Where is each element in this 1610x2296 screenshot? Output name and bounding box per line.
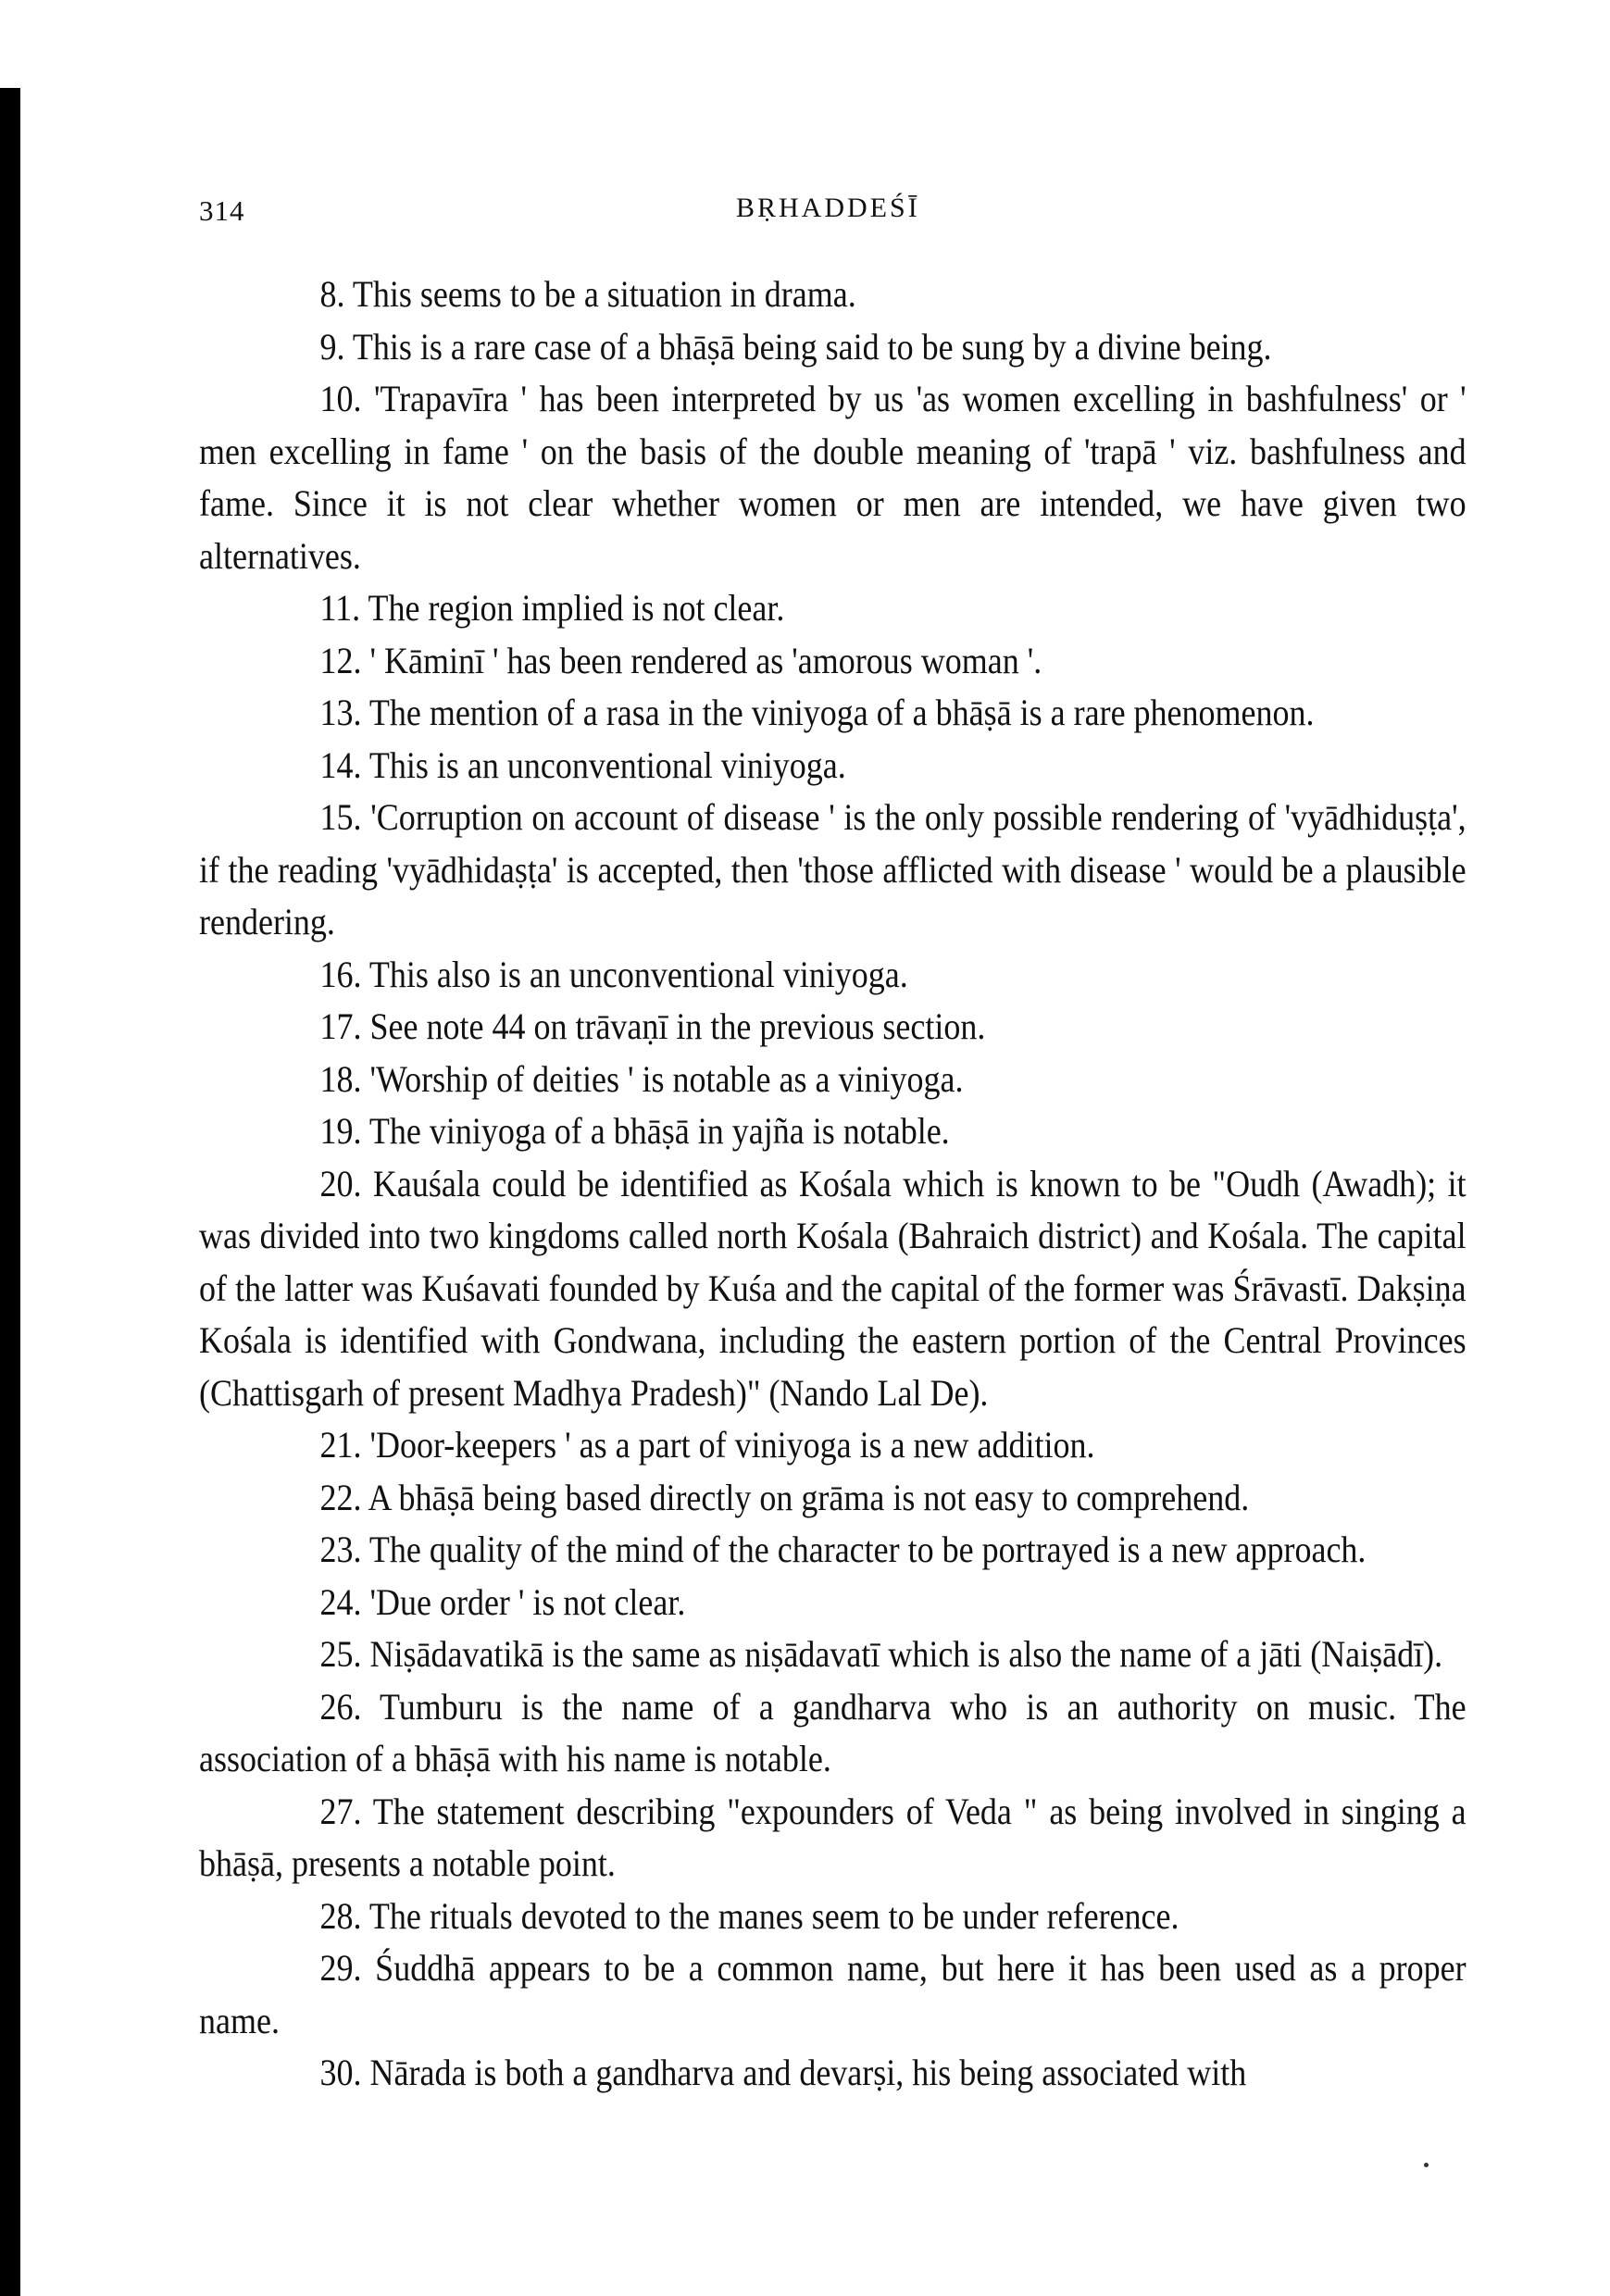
note-number: 16. <box>319 953 362 995</box>
endnote <box>199 1105 1466 1158</box>
endnote <box>199 1472 1466 1525</box>
note-text: Niṣādavatikā is the same as niṣādavatī which is also the name of a jāti (Naiṣādī). <box>369 1633 1443 1675</box>
endnote <box>199 1419 1466 1472</box>
note-text: 'Worship of deities ' is notable as a viniyoga. <box>369 1057 964 1100</box>
note-text: Tumburu is the name of a gandharva who is an authority on music. The association of a bhāṣā with his name is notable. <box>199 1685 1466 1779</box>
note-text: The rituals devoted to the manes seem to be under reference. <box>368 1894 1179 1937</box>
endnote <box>199 1628 1466 1681</box>
note-text: The region implied is not clear. <box>368 587 785 629</box>
note-text: 'Due order ' is not clear. <box>369 1580 686 1623</box>
note-text: A bhāṣā being based directly on grāma is not easy to comprehend. <box>368 1476 1250 1518</box>
endnote <box>199 635 1466 688</box>
endnote <box>199 321 1466 374</box>
scan-edge-bar <box>0 88 20 2296</box>
note-number: 15. <box>319 796 362 838</box>
endnote <box>199 2047 1466 2100</box>
note-text: 'Corruption on account of disease ' is the only possible rendering of 'vyādhiduṣṭa', if the reading 'vyādhidaṣṭa' is accepted, then 'those afflicted with disease ' would be a plausible rendering. <box>199 796 1466 942</box>
endnote <box>199 373 1466 582</box>
endnote <box>199 1054 1466 1106</box>
note-number: 26. <box>319 1685 362 1728</box>
endnotes-list <box>199 268 1467 2100</box>
note-number: 28. <box>319 1894 362 1937</box>
endnote <box>199 268 1466 321</box>
note-number: 8. <box>319 273 345 315</box>
endnote <box>199 1681 1466 1786</box>
note-text: 'Door-keepers ' as a part of viniyoga is a new addition. <box>369 1424 1095 1466</box>
page-number: 314 <box>199 194 245 227</box>
scan-dot <box>1424 2163 1429 2167</box>
note-number: 29. <box>319 1947 362 1989</box>
note-number: 12. <box>319 639 362 681</box>
note-number: 21. <box>319 1424 362 1466</box>
note-text: This is an unconventional viniyoga. <box>368 743 846 786</box>
endnote <box>199 1786 1466 1890</box>
note-text: This also is an unconventional viniyoga. <box>368 953 908 995</box>
endnote <box>199 687 1466 740</box>
endnote <box>199 1577 1466 1629</box>
note-number: 13. <box>319 692 362 733</box>
note-text: See note 44 on trāvaṇī in the previous section. <box>369 1005 986 1047</box>
note-text: Nārada is both a gandharva and devarṣi, his being associated with <box>369 2052 1247 2093</box>
endnote <box>199 740 1466 792</box>
endnote <box>199 1524 1466 1577</box>
note-number: 11. <box>319 587 361 629</box>
note-number: 25. <box>319 1633 362 1675</box>
note-number: 10. <box>319 378 362 419</box>
endnote <box>199 1158 1466 1420</box>
note-text: 'Trapavīra ' has been interpreted by us 'as women excelling in bashfulness' or ' men excelling in fame ' on the basis of the double meaning of 'trapā ' viz. bashfulness and fame. Since it is not clear whether women or men are intended, we have given two alternatives. <box>199 378 1466 577</box>
endnote <box>199 1001 1466 1054</box>
note-text: This is a rare case of a bhāṣā being said to be sung by a divine being. <box>352 325 1272 368</box>
note-text: Kauśala could be identified as Kośala which is known to be "Oudh (Awadh); it was divided into two kingdoms called north Kośala (Bahraich district) and Kośala. The capital of the latter was Kuśavati founded by Kuśa and the capital of the former was Śrāvastī. Dakṣiṇa Kośala is identified with Gondwana, including the eastern portion of the Central Provinces (Chattisgarh of present Madhya Pradesh)" (Nando Lal De). <box>199 1162 1466 1414</box>
note-text: ' Kāminī ' has been rendered as 'amorous woman '. <box>369 639 1042 681</box>
note-number: 14. <box>319 743 362 786</box>
page-header <box>199 185 1467 241</box>
endnote <box>199 792 1466 949</box>
endnote <box>199 582 1466 635</box>
note-text: Śuddhā appears to be a common name, but here it has been used as a proper name. <box>199 1947 1466 2041</box>
note-number: 22. <box>319 1476 362 1518</box>
note-text: The quality of the mind of the character to be portrayed is a new approach. <box>368 1529 1367 1570</box>
note-text: The statement describing "expounders of Veda " as being involved in singing a bhāṣā, presents a notable point. <box>199 1790 1466 1884</box>
note-number: 17. <box>319 1005 362 1047</box>
note-number: 27. <box>319 1790 362 1832</box>
note-number: 9. <box>319 325 345 368</box>
note-number: 30. <box>319 2052 362 2093</box>
note-number: 23. <box>319 1529 362 1570</box>
note-number: 24. <box>319 1580 362 1623</box>
endnote <box>199 949 1466 1002</box>
endnote <box>199 1890 1466 1943</box>
running-title: BṚHADDEŚĪ <box>736 193 920 223</box>
note-text: This seems to be a situation in drama. <box>352 273 856 315</box>
endnote <box>199 1942 1466 2047</box>
note-text: The viniyoga of a bhāṣā in yajña is notable. <box>368 1110 950 1152</box>
note-number: 18. <box>319 1057 362 1100</box>
note-number: 19. <box>319 1110 362 1152</box>
note-number: 20. <box>319 1162 362 1204</box>
book-page <box>199 185 1467 2222</box>
note-text: The mention of a rasa in the viniyoga of a bhāṣā is a rare phenomenon. <box>368 692 1315 733</box>
